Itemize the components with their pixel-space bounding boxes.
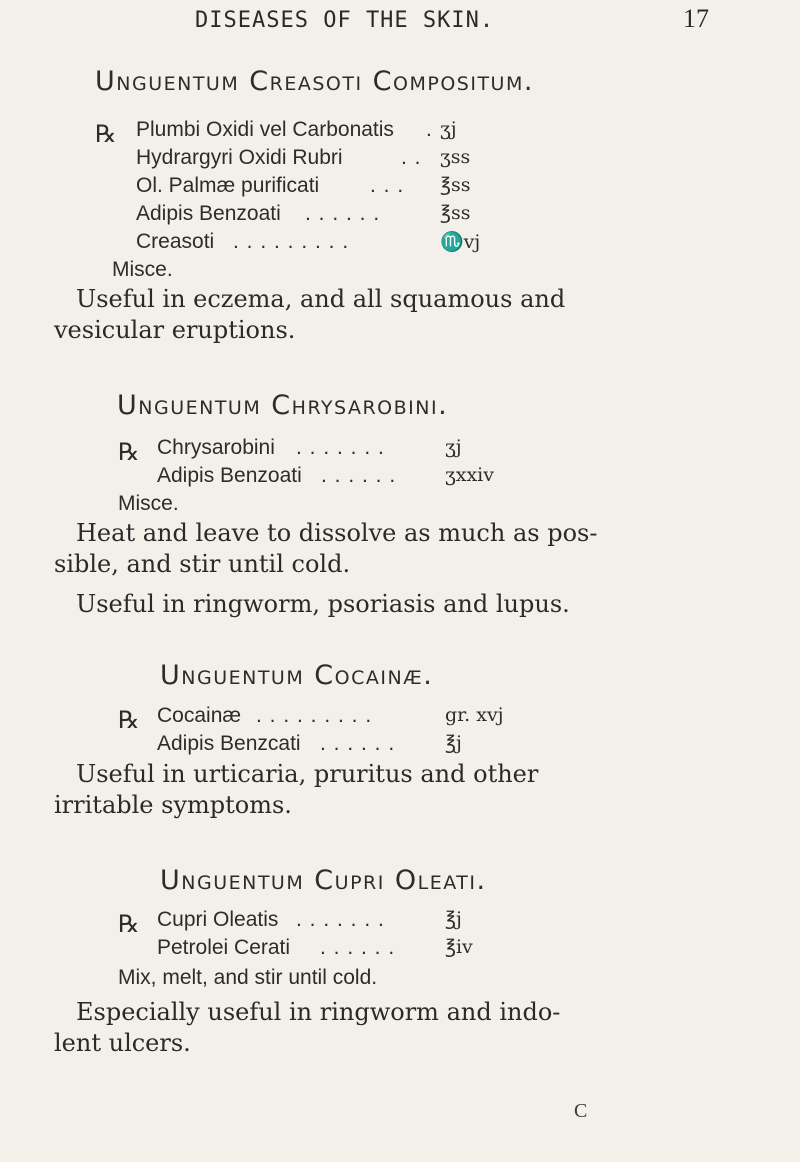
leader-dots: . . . (370, 174, 405, 197)
ingredient-quantity: ♏vj (440, 231, 481, 253)
ingredient-name: Hydrargyri Oxidi Rubri (136, 146, 343, 169)
leader-dots: . . . . . . . (296, 908, 385, 931)
instruction-text: Heat and leave to dissolve as much as pos- (76, 519, 598, 547)
recipe-symbol: ℞ (118, 438, 140, 466)
instruction-text: sible, and stir until cold. (54, 550, 351, 578)
ingredient-name: Creasoti (136, 230, 215, 253)
ingredient-quantity: ʒj (445, 436, 462, 458)
ingredient-name: Adipis Benzoati (157, 464, 302, 487)
leader-dots: . . . . . . . (296, 436, 385, 459)
indication-text: vesicular eruptions. (54, 316, 296, 344)
closing-instruction: Mix, melt, and stir until cold. (118, 966, 378, 989)
indication-text: Useful in eczema, and all squamous and (76, 285, 566, 313)
section-heading: Unguentum Chrysarobini. (117, 390, 449, 421)
ingredient-quantity: gr. xvj (445, 704, 504, 726)
page-number: 17 (683, 4, 709, 33)
indication-text: lent ulcers. (54, 1029, 191, 1057)
leader-dots: . . . . . . . . . (233, 230, 350, 253)
section-heading: Unguentum Cupri Oleati. (160, 865, 487, 896)
closing-instruction: Misce. (118, 492, 179, 515)
ingredient-name: Ol. Palmæ purificati (136, 174, 320, 197)
indication-text: Useful in urticaria, pruritus and other (76, 760, 539, 788)
ingredient-quantity: ℥j (445, 908, 462, 930)
leader-dots: . (426, 118, 433, 141)
indication-text: irritable symptoms. (54, 791, 292, 819)
section-heading: Unguentum Cocainæ. (160, 660, 434, 691)
leader-dots: . . . . . . . . . (256, 704, 373, 727)
ingredient-name: Cupri Oleatis (157, 908, 279, 931)
leader-dots: . . . . . . (321, 464, 397, 487)
indication-text: Useful in ringworm, psoriasis and lupus. (76, 590, 570, 618)
section-heading: Unguentum Creasoti Compositum. (95, 66, 534, 97)
indication-text: Especially useful in ringworm and indo- (76, 998, 561, 1026)
recipe-symbol: ℞ (95, 120, 117, 148)
ingredient-name: Adipis Benzoati (136, 202, 281, 225)
recipe-symbol: ℞ (118, 706, 140, 734)
ingredient-name: Cocainæ (157, 704, 242, 727)
signature-mark: C (574, 1100, 588, 1122)
ingredient-quantity: ℥ss (440, 174, 471, 196)
leader-dots: . . (401, 146, 422, 169)
ingredient-name: Petrolei Cerati (157, 936, 291, 959)
ingredient-quantity: ℥iv (445, 936, 473, 958)
leader-dots: . . . . . . (305, 202, 381, 225)
ingredient-quantity: ℥j (445, 732, 462, 754)
ingredient-quantity: ℥ss (440, 202, 471, 224)
leader-dots: . . . . . . (320, 732, 396, 755)
ingredient-quantity: ʒss (440, 146, 471, 168)
ingredient-quantity: ʒxxiv (445, 464, 494, 486)
ingredient-quantity: ʒj (440, 118, 457, 140)
ingredient-name: Adipis Benzcati (157, 732, 301, 755)
leader-dots: . . . . . . (320, 936, 396, 959)
ingredient-name: Plumbi Oxidi vel Carbonatis (136, 118, 394, 141)
running-head: DISEASES OF THE SKIN. (195, 8, 495, 33)
recipe-symbol: ℞ (118, 910, 140, 938)
closing-instruction: Misce. (112, 258, 173, 281)
ingredient-name: Chrysarobini (157, 436, 275, 459)
